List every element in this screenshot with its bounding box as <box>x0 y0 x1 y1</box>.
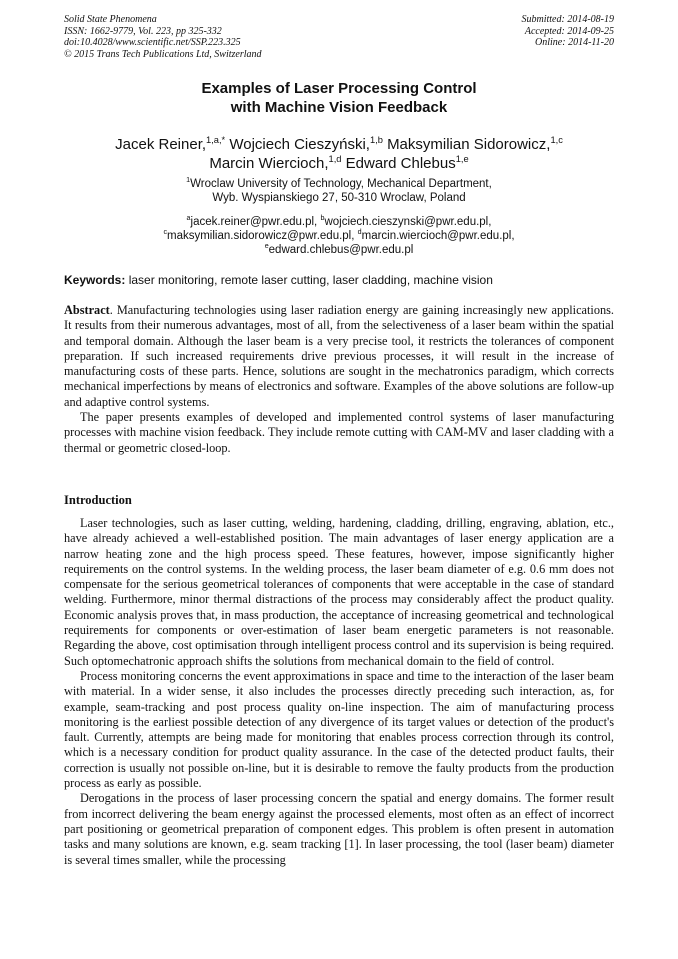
author-name: Wojciech Cieszyński, <box>229 136 370 153</box>
email-address[interactable]: jacek.reiner@pwr.edu.pl, <box>190 216 318 228</box>
email-sup: c <box>163 228 167 237</box>
introduction-paragraph: Laser technologies, such as laser cutting, welding, hardening, cladding, drilling, engraving, ablation, etc., have already achieved a well-established position. The main advantages of laser energy application are a narrow heating zone and the high process speed. These features, however, impose significantly higher requirements on the control systems. In the welding process, the laser beam diameter of e.g. 0.6 mm does not compensate for the serious geometrical tolerances of components that were acceptable in the case of standard welding. Furthermore, minor thermal distractions of the process may considerably affect the product quality. Economic analysis proves that, in mass production, the acceptance of increasing geometrical and technological requirements for components or over-estimation of laser beam energetic parameters is not reasonable. Regarding the above, cost optimisation through intelligent process control and its supervision is being required. Such optomechatronic approach shifts the solutions from mechanical domain to the field of control. <box>64 516 614 668</box>
section-heading-introduction: Introduction <box>64 493 132 507</box>
author-sup: 1,b <box>369 135 383 145</box>
author-sup: 1,c <box>550 135 563 145</box>
email-list <box>0 215 678 257</box>
dates-header <box>522 14 615 49</box>
author-name: Marcin Wiercioch, <box>209 155 329 172</box>
abstract-paragraph-2: The paper presents examples of developed and implemented control systems of laser manufacturing processes with machine vision feedback. They include remote cutting with CAM-MV and laser cladding with a thermal or geometric closed-loop. <box>64 410 614 455</box>
journal-doi: doi:10.4028/www.scientific.net/SSP.223.325 <box>64 37 241 48</box>
author-name: Edward Chlebus <box>345 155 456 172</box>
affiliation <box>0 177 678 205</box>
author-name: Maksymilian Sidorowicz, <box>387 136 551 153</box>
author-sup: 1,e <box>455 154 469 164</box>
keywords <box>64 273 614 287</box>
accepted-date: Accepted: 2014-09-25 <box>524 25 614 37</box>
submitted-date: Submitted: 2014-08-19 <box>521 14 614 25</box>
keywords-text: laser monitoring, remote laser cutting, laser cladding, machine vision <box>128 273 493 287</box>
author-sup: 1,a,* <box>206 135 226 145</box>
journal-name: Solid State Phenomena <box>64 14 157 25</box>
author-sup: 1,d <box>328 154 342 164</box>
email-address[interactable]: edward.chlebus@pwr.edu.pl <box>268 244 414 256</box>
title-line-1: Examples of Laser Processing Control <box>201 80 477 97</box>
journal-header <box>64 14 262 60</box>
author-list <box>0 135 678 173</box>
title-line-2: with Machine Vision Feedback <box>230 98 448 116</box>
introduction-paragraph: Process monitoring concerns the event approximations in space and time to the interaction of the laser beam with material. In a wider sense, it also includes the processes directly preceding such interaction, as, for example, seam-tracking and post process quality on-line inspection. The aim of manufacturing process monitoring is the earliest possible detection of any divergence of its target values or detection of the product's fault. Currently, attempts are being made for monitoring that enables process correction through its control, which is a necessary condition for product quality assurance. In the case of the detected product faults, their correction is usually not possible on-line, but it is desirable to remove the faulty products from the production process as early as possible. <box>64 668 614 791</box>
email-sup: e <box>264 242 269 251</box>
email-address[interactable]: wojciech.cieszynski@pwr.edu.pl, <box>324 216 492 228</box>
abstract-label: Abstract <box>64 303 110 317</box>
journal-copyright: © 2015 Trans Tech Publications Ltd, Switzerland <box>64 48 262 60</box>
email-sup: d <box>357 228 362 237</box>
affiliation-sup: 1 <box>186 176 191 185</box>
journal-issn: ISSN: 1662-9779, Vol. 223, pp 325-332 <box>64 25 222 37</box>
abstract <box>64 303 614 456</box>
email-sup: b <box>320 214 325 223</box>
email-address[interactable]: marcin.wiercioch@pwr.edu.pl, <box>361 230 515 242</box>
keywords-label: Keywords: <box>64 273 126 287</box>
affiliation-line-2: Wyb. Wyspianskiego 27, 50-310 Wroclaw, Poland <box>212 192 466 204</box>
introduction-paragraph: Derogations in the process of laser processing concern the spatial and energy domains. The former result from incorrect delivering the beam energy against the processed elements, most often as an effect of incorrect part positioning or geometrical preparation of component edges. This problem is often present in automation tasks and many solutions are known, e.g. seam tracking [1]. In laser processing, the tool (laser beam) diameter is several times smaller, while the processing <box>64 791 614 867</box>
online-date: Online: 2014-11-20 <box>535 37 614 48</box>
introduction-body <box>64 516 614 868</box>
email-address[interactable]: maksymilian.sidorowicz@pwr.edu.pl, <box>167 230 355 242</box>
abstract-paragraph-1: . Manufacturing technologies using laser radiation energy are gaining increasingly new applications. It results from their numerous advantages, most of all, from the selectiveness of a laser beam within the spatial and temporal domain. Although the laser beam is a very precise tool, it restricts the tolerances of component preparation. If such increased requirements drive previous processes, it will result in the increase of manufacturing costs of these parts. Hence, solutions are sought in the mechatronics paradigm, which corrects mechanical imperfections by means of electronics and software. Examples of the above solutions are follow-up and adaptive control systems. <box>64 303 614 409</box>
email-sup: a <box>186 214 191 223</box>
author-name: Jacek Reiner, <box>115 136 207 153</box>
affiliation-line-1: Wroclaw University of Technology, Mechanical Department, <box>190 178 492 190</box>
paper-title <box>0 80 678 117</box>
